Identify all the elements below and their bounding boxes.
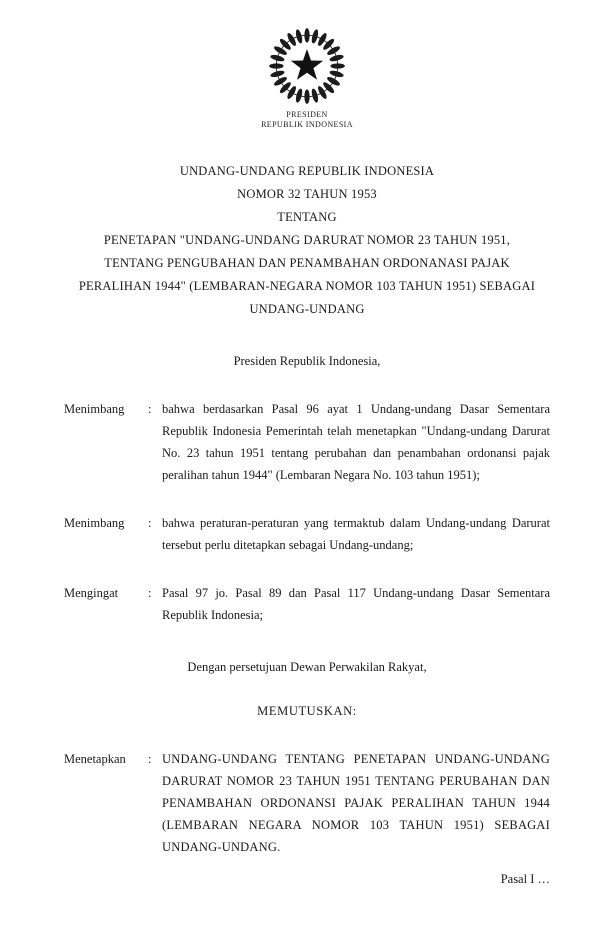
consideration-clause-3 — [64, 582, 550, 626]
clause-separator: : — [148, 516, 152, 530]
continuation-marker: Pasal I … — [500, 872, 550, 886]
consideration-clause-2 — [64, 512, 550, 556]
clause-text: Pasal 97 jo. Pasal 89 dan Pasal 117 Undang-undang Dasar Sementara Republik Indonesia; — [162, 586, 550, 622]
clause-label: Mengingat — [64, 586, 119, 600]
presidential-seal-icon — [264, 26, 350, 106]
clause-separator: : — [148, 586, 152, 600]
clause-label: Menimbang — [64, 402, 125, 416]
letterhead — [64, 26, 550, 130]
clause-text: UNDANG-UNDANG TENTANG PENETAPAN UNDANG-UNDANG DARURAT NOMOR 23 TAHUN 1951 TENTANG PERUBAHAN DAN PENAMBAHAN ORDONANSI PAJAK PERALIHAN TAHUN 1944 (LEMBARAN NEGARA NOMOR 103 TAHUN 1951) SEBAGAI UNDANG-UNDANG. — [162, 752, 550, 854]
agreement-line: Dengan persetujuan Dewan Perwakilan Rakyat, — [187, 660, 427, 674]
document-title — [64, 160, 550, 321]
star-icon — [291, 49, 323, 80]
letterhead-presiden: PRESIDEN — [286, 110, 328, 119]
title-line: PERALIHAN 1944" (LEMBARAN-NEGARA NOMOR 103 TAHUN 1951) SEBAGAI — [78, 279, 536, 293]
title-line: UNDANG-UNDANG — [249, 302, 365, 316]
letterhead-republik-indonesia: REPUBLIK INDONESIA — [261, 120, 353, 129]
clause-label: Menimbang — [64, 516, 125, 530]
clause-separator: : — [148, 752, 152, 766]
enactment-clause — [64, 748, 550, 858]
decision-heading: MEMUTUSKAN: — [257, 704, 357, 718]
title-line: TENTANG PENGUBAHAN DAN PENAMBAHAN ORDONANASI PAJAK — [104, 256, 510, 270]
title-line: TENTANG — [277, 210, 337, 224]
title-line: PENETAPAN "UNDANG-UNDANG DARURAT NOMOR 23 TAHUN 1951, — [103, 233, 511, 247]
clause-separator: : — [148, 402, 152, 416]
clause-label: Menetapkan — [64, 752, 126, 766]
salutation: Presiden Republik Indonesia, — [233, 354, 381, 368]
title-line: NOMOR 32 TAHUN 1953 — [237, 187, 377, 201]
consideration-clause-1 — [64, 398, 550, 486]
clause-text: bahwa berdasarkan Pasal 96 ayat 1 Undang-undang Dasar Sementara Republik Indonesia Pemerintah telah menetapkan "Undang-undang Darurat No. 23 tahun 1951 tentang perubahan dan penambahan ordonansi pajak peralihan tahun 1944" (Lembaran Negara No. 103 tahun 1951); — [162, 402, 550, 482]
title-line: UNDANG-UNDANG REPUBLIK INDONESIA — [179, 164, 435, 178]
clause-text: bahwa peraturan-peraturan yang termaktub dalam Undang-undang Darurat tersebut perlu ditetapkan sebagai Undang-undang; — [162, 516, 550, 552]
